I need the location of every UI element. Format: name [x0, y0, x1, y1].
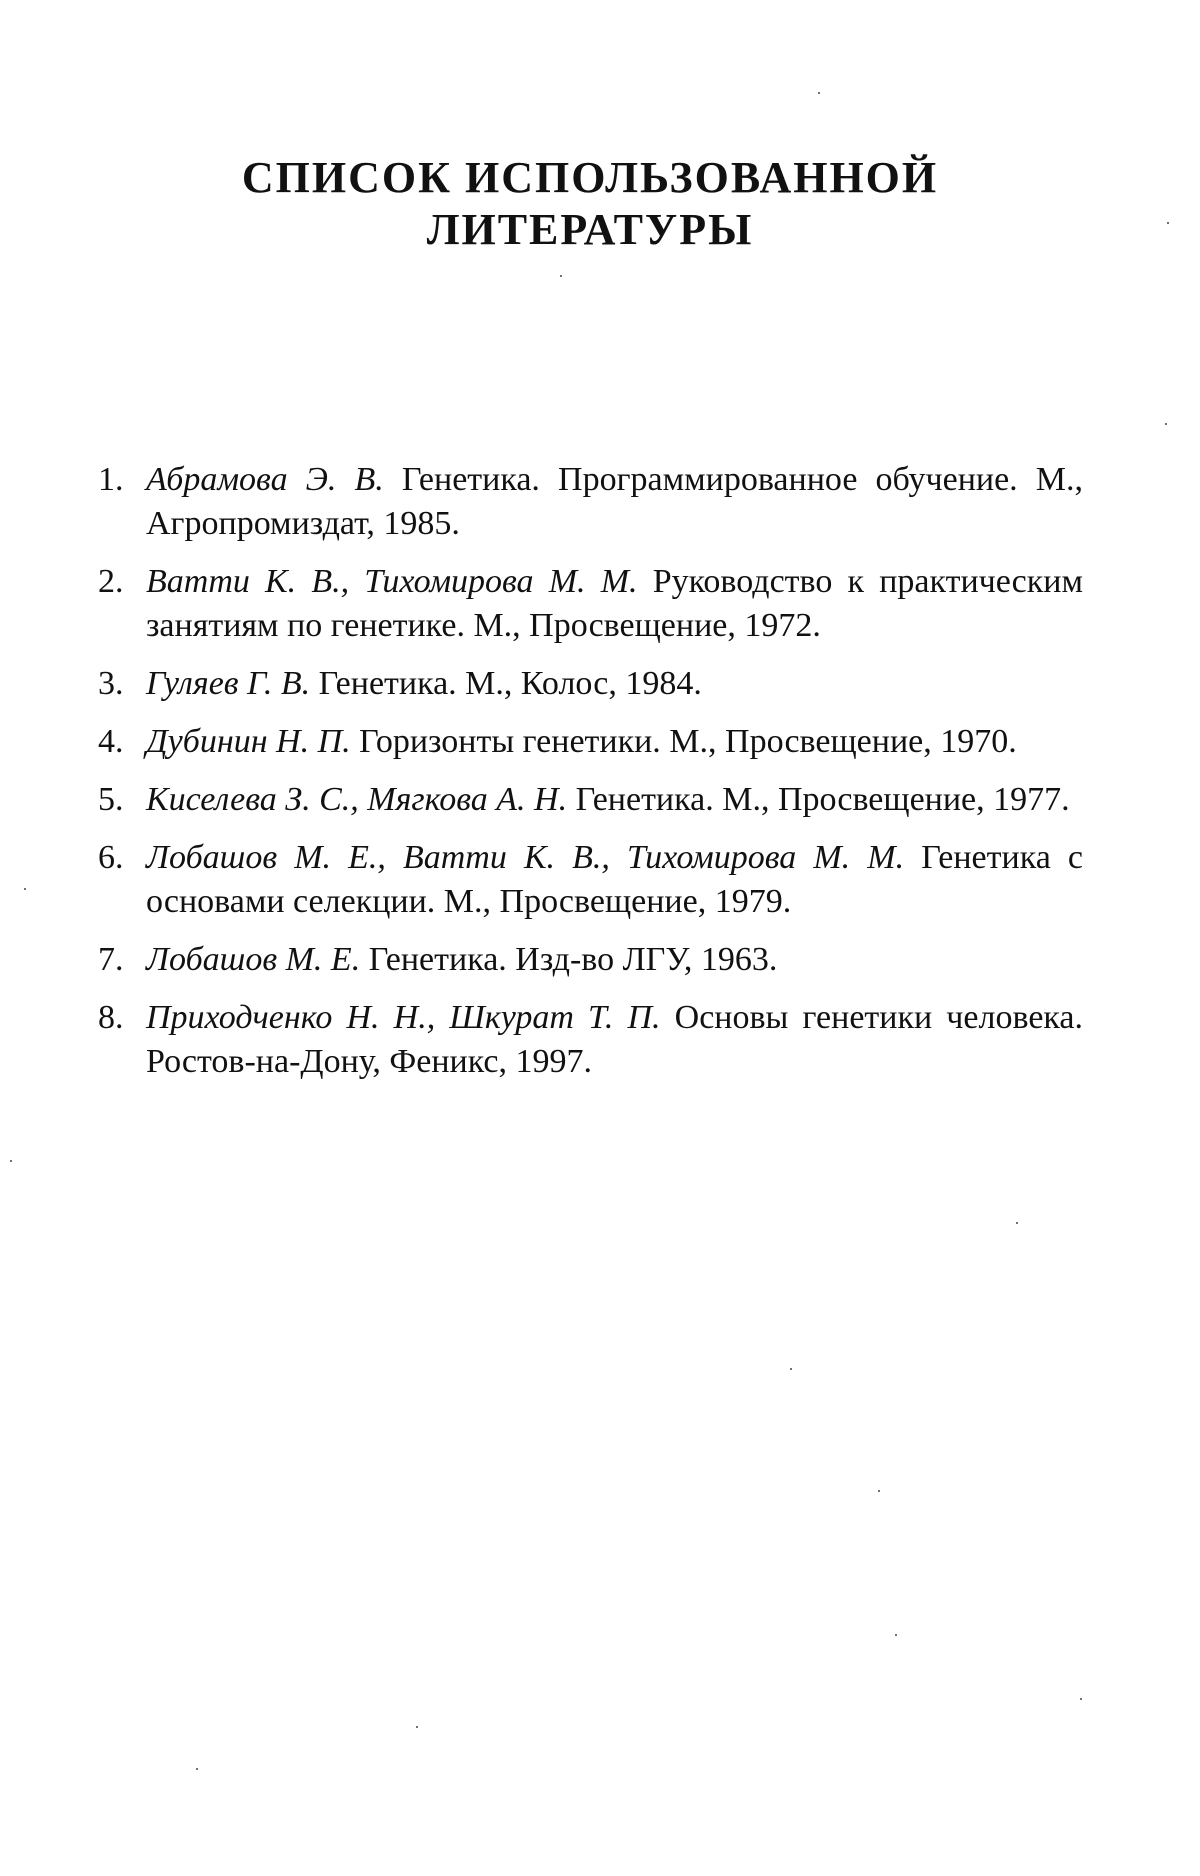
reference-number: 5. [98, 781, 124, 818]
reference-number: 8. [98, 999, 124, 1036]
scan-speck [818, 92, 820, 94]
reference-item [98, 778, 1083, 822]
reference-text: Генетика. Изд-во ЛГУ, 1963. [368, 941, 778, 978]
scan-speck [895, 1634, 897, 1636]
reference-authors: Лобашов М. Е. [146, 941, 369, 978]
reference-authors: Дубинин Н. П. [146, 723, 360, 760]
reference-item [98, 996, 1083, 1084]
reference-text: Основы генетики человека. Ростов-на-Дону, Феникс, 1997. [146, 999, 1084, 1080]
title-line-1: СПИСОК ИСПОЛЬЗОВАННОЙ [241, 153, 939, 202]
reference-item [98, 720, 1083, 764]
reference-number: 7. [98, 941, 124, 978]
reference-authors: Гуляев Г. В. [146, 665, 319, 702]
scan-speck [790, 1368, 792, 1370]
scan-speck [1165, 423, 1167, 425]
reference-number: 3. [98, 665, 124, 702]
reference-list [98, 458, 1083, 1098]
reference-text: Генетика с основами селекции. М., Просвещение, 1979. [146, 839, 1083, 920]
scan-speck [416, 1726, 418, 1728]
reference-authors: Абрамова Э. В. [146, 461, 402, 498]
reference-item [98, 662, 1083, 706]
scan-speck [1080, 1698, 1082, 1700]
reference-authors: Ватти К. В., Тихомирова М. М. [146, 563, 653, 600]
scan-speck [1167, 222, 1169, 224]
reference-text: Горизонты генетики. М., Просвещение, 1970. [359, 723, 1017, 760]
reference-text: Генетика. М., Просвещение, 1977. [575, 781, 1070, 818]
reference-item [98, 560, 1083, 648]
scan-speck [10, 1160, 12, 1162]
reference-number: 4. [98, 723, 124, 760]
reference-authors: Лобашов М. Е., Ватти К. В., Тихомирова М. М. [146, 839, 922, 876]
reference-text: Генетика. Программированное обучение. М., Агропромиздат, 1985. [146, 461, 1083, 542]
reference-authors: Киселева З. С., Мягкова А. Н. [146, 781, 576, 818]
page-title [0, 152, 1180, 256]
reference-number: 1. [98, 461, 124, 498]
scan-speck [196, 1768, 198, 1770]
scan-speck [560, 275, 562, 277]
reference-text: Руководство к практическим занятиям по генетике. М., Просвещение, 1972. [146, 563, 1083, 644]
reference-item [98, 458, 1083, 546]
reference-text: Генетика. М., Колос, 1984. [318, 665, 702, 702]
title-line-2: ЛИТЕРАТУРЫ [426, 205, 754, 254]
reference-authors: Приходченко Н. Н., Шкурат Т. П. [146, 999, 675, 1036]
reference-item [98, 938, 1083, 982]
scan-speck [1016, 1222, 1018, 1224]
reference-number: 6. [98, 839, 124, 876]
reference-item [98, 836, 1083, 924]
scan-speck [24, 888, 26, 890]
reference-number: 2. [98, 563, 124, 600]
scan-speck [878, 1490, 880, 1492]
